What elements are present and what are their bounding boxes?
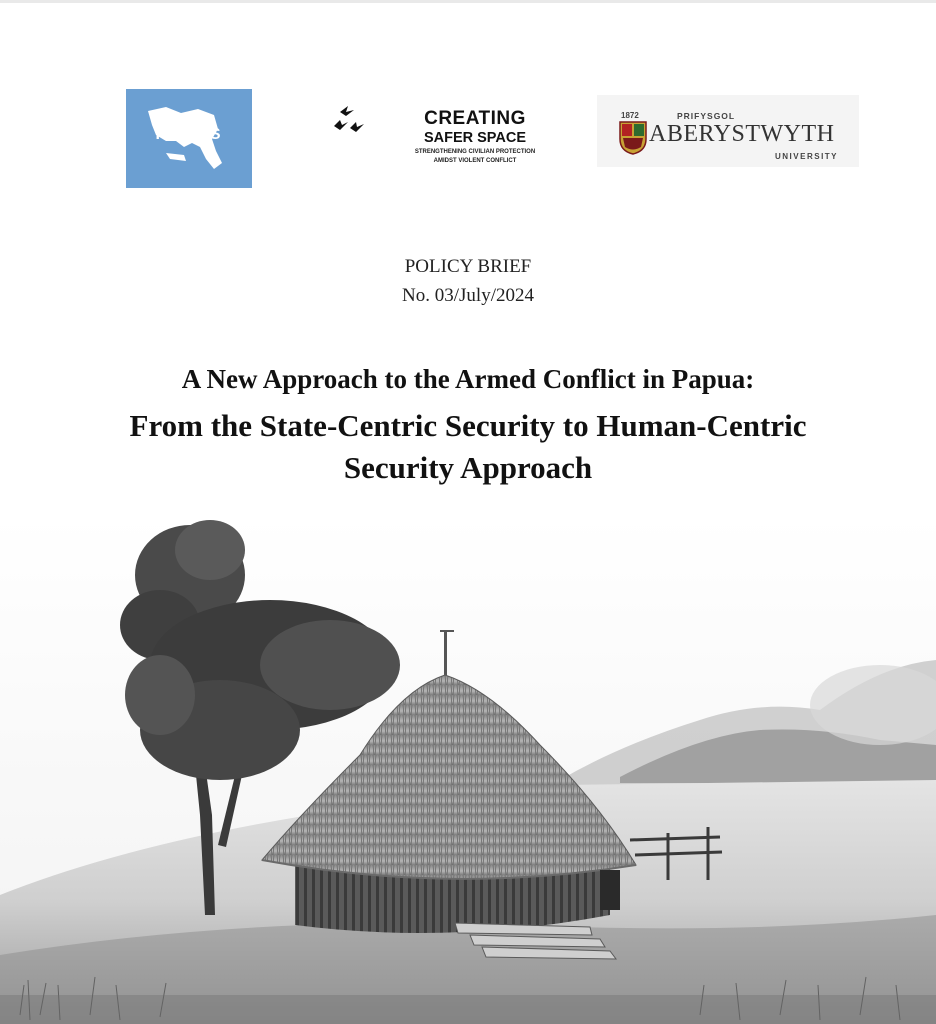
cover-photo	[0, 515, 936, 1024]
css-line2: SAFER SPACE	[423, 130, 527, 146]
css-tagline2: AMIDST VIOLENT CONFLICT	[433, 158, 517, 164]
creating-safer-space-logo	[300, 100, 590, 170]
pole	[444, 630, 447, 680]
aber-name: ABERYSTWYTH	[649, 121, 835, 147]
aber-year: 1872	[621, 111, 639, 120]
title-line3: Security Approach	[343, 450, 593, 485]
brief-number: No. 03/July/2024	[402, 285, 534, 306]
css-tagline1: STRENGTHENING CIVILIAN PROTECTION	[414, 149, 536, 155]
brief-type: POLICY BRIEF	[404, 256, 532, 277]
icaios-text: ICAIOS	[155, 126, 223, 143]
birds-icon	[330, 100, 370, 140]
css-line1: CREATING	[424, 108, 526, 129]
aber-university: UNIVERSITY	[775, 152, 839, 161]
top-border	[0, 0, 936, 3]
icaios-logo	[126, 89, 252, 188]
title-line1: A New Approach to the Armed Conflict in Papua:	[181, 364, 755, 394]
aber-prifysgol: PRIFYSGOL	[677, 111, 736, 121]
crest-shield-icon	[619, 121, 647, 155]
title-line2: From the State-Centric Security to Human-Centric	[129, 408, 807, 443]
aberystwyth-logo	[597, 95, 859, 167]
